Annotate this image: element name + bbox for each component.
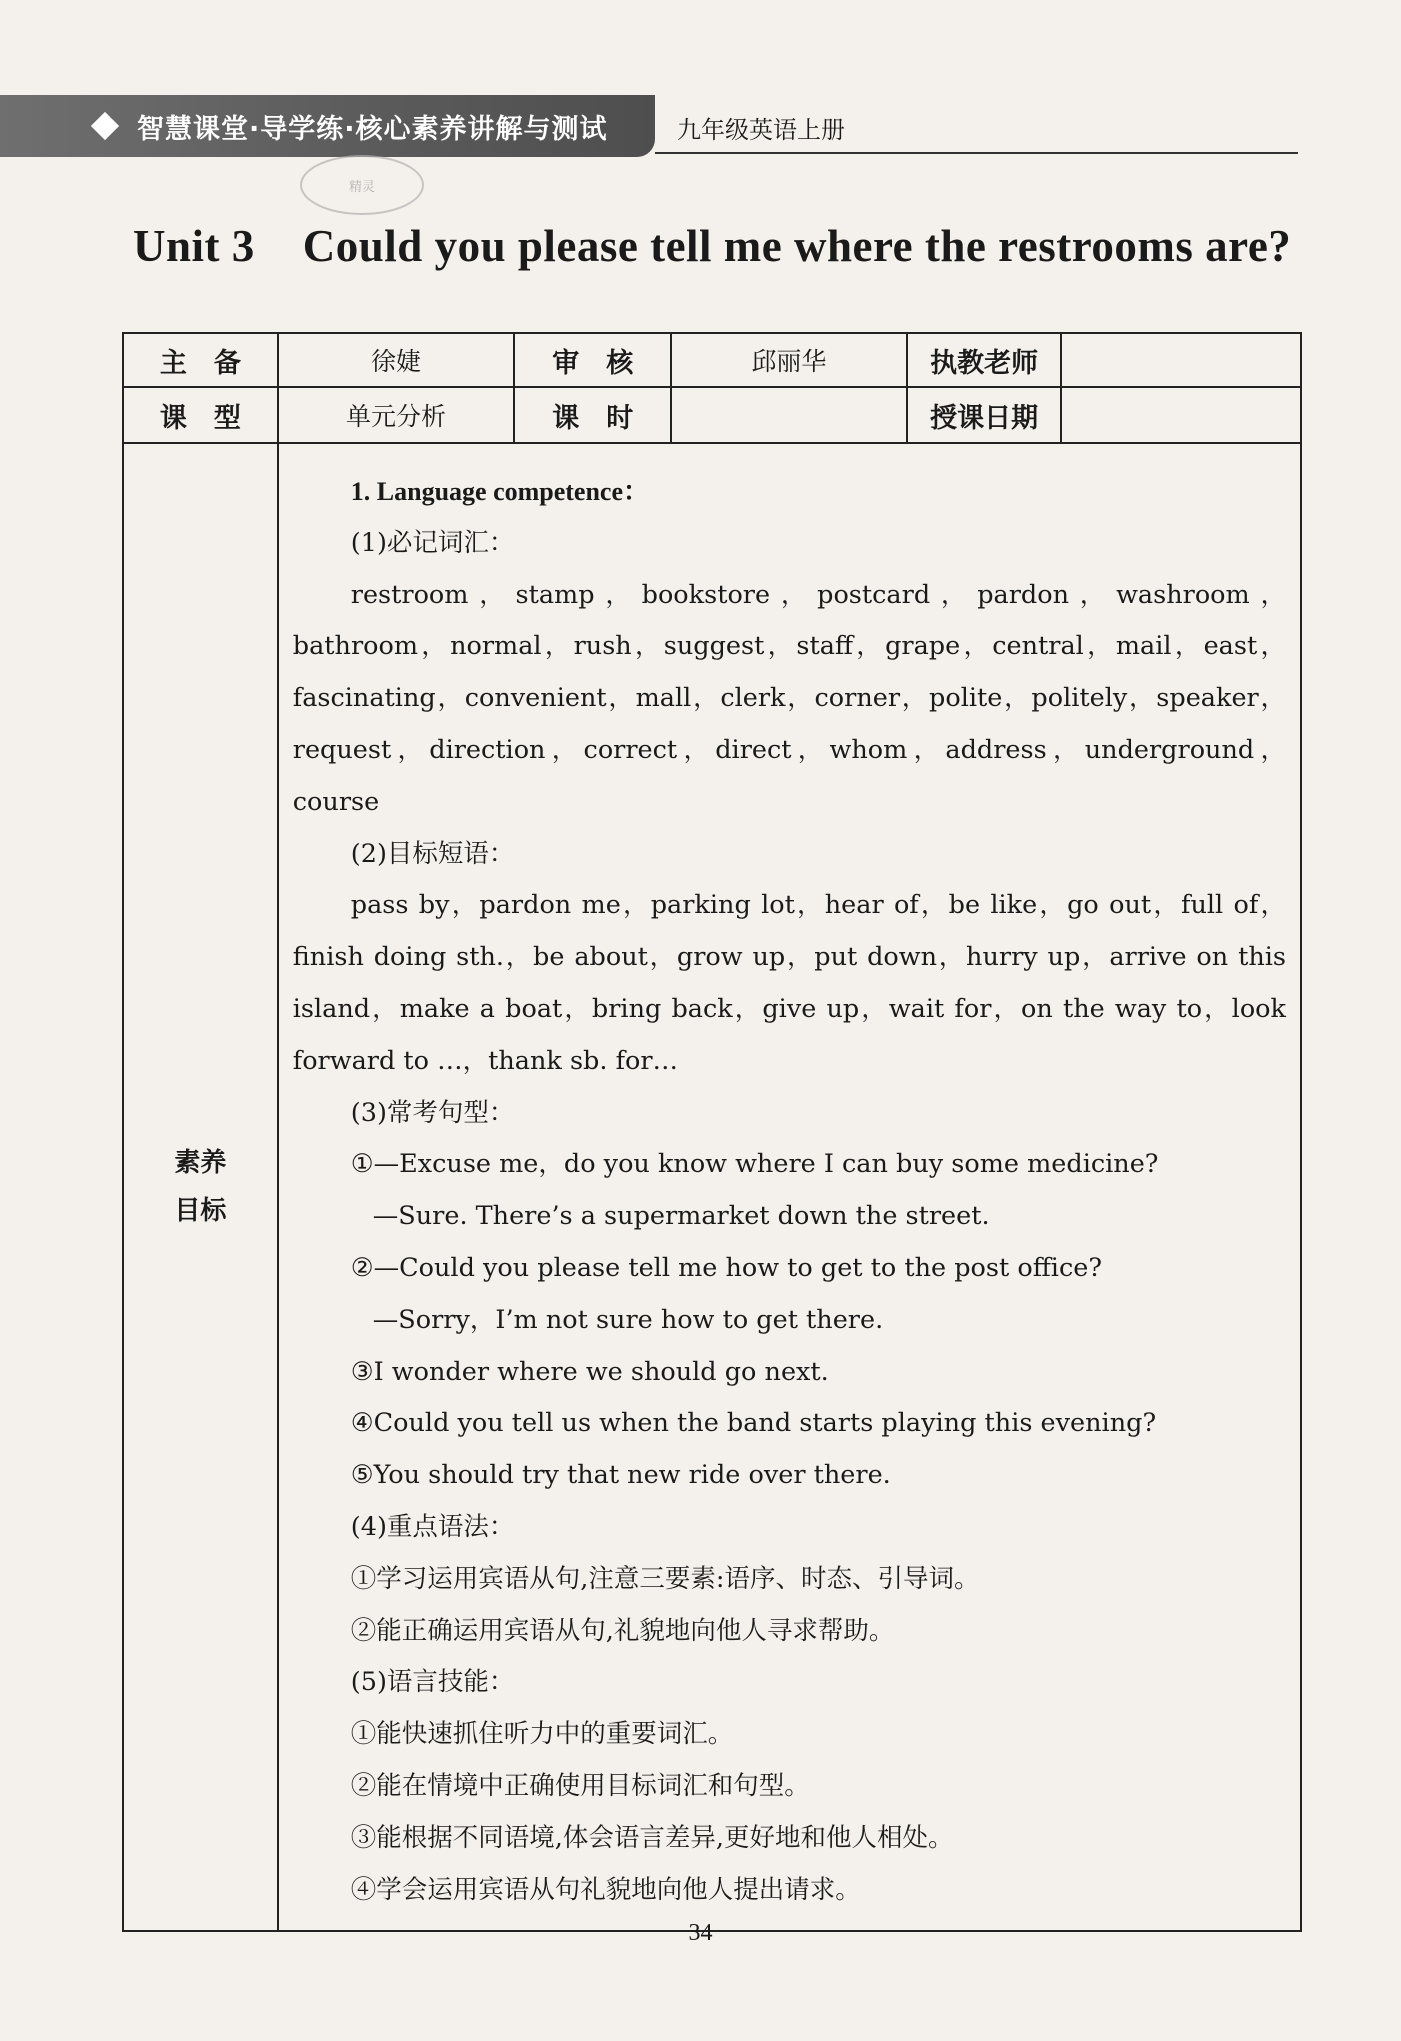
watermark-stamp: 精灵 (300, 155, 424, 215)
sentence-item: ③I wonder where we should go next. (350, 1356, 829, 1387)
table-row (123, 333, 1301, 387)
diamond-icon (91, 112, 119, 140)
grade-label: 九年级英语上册 (677, 116, 845, 144)
series-title: 智慧课堂·导学练·核心素养讲解与测试 (137, 113, 608, 145)
skill-item: ③能根据不同语境,体会语言差异,更好地和他人相处。 (350, 1822, 954, 1853)
value-teacher (1061, 333, 1301, 387)
competency-content (278, 443, 1301, 1931)
vocab-words: restroom，stamp，bookstore，postcard，pardon，washroom，bathroom，normal，rush，suggest，staff，grape，central，mail，east，fascinating，convenient，mall，clerk，corner，polite，politely，speaker，request，direction，correct，direct，whom，address，underground，course (292, 579, 1286, 817)
label-lesson-type: 课 型 (123, 387, 278, 443)
vocab-title: (1)必记词汇： (350, 527, 515, 558)
label-teacher: 执教老师 (907, 333, 1062, 387)
skill-item: ②能在情境中正确使用目标词汇和句型。 (350, 1770, 810, 1801)
label-date: 授课日期 (907, 387, 1062, 443)
sentence-item: ④Could you tell us when the band starts playing this evening? (350, 1408, 1157, 1439)
sentence-item: —Sure. There’s a supermarket down the street. (372, 1201, 990, 1232)
page-number: 34 (688, 1920, 713, 1946)
grammar-item: ②能正确运用宾语从句,礼貌地向他人寻求帮助。 (350, 1615, 895, 1646)
label-preparer: 主 备 (123, 333, 278, 387)
unit-number: Unit 3 (133, 221, 255, 271)
label-reviewer: 审 核 (514, 333, 671, 387)
unit-title-text: Could you please tell me where the restrooms are? (302, 221, 1292, 271)
sentence-item: ②—Could you please tell me how to get to the post office? (350, 1252, 1103, 1283)
table-row (123, 387, 1301, 443)
skill-item: ④学会运用宾语从句礼貌地向他人提出请求。 (350, 1874, 861, 1905)
sentence-item: ①—Excuse me，do you know where I can buy some medicine? (350, 1149, 1159, 1180)
lesson-plan-table (122, 332, 1302, 1932)
value-period (671, 387, 907, 443)
table-row (123, 443, 1301, 1931)
phrases-title: (2)目标短语： (350, 838, 515, 869)
value-lesson-type: 单元分析 (278, 387, 515, 443)
value-date (1061, 387, 1301, 443)
sentence-item: —Sorry，I’m not sure how to get there. (372, 1304, 884, 1335)
grammar-title: (4)重点语法： (350, 1511, 515, 1542)
sentences-title: (3)常考句型： (350, 1097, 515, 1128)
sentence-item: ⑤You should try that new ride over there. (350, 1460, 891, 1491)
value-reviewer: 邱丽华 (671, 333, 907, 387)
header-divider (655, 152, 1298, 154)
phrases: pass by，pardon me，parking lot，hear of，be like，go out，full of，finish doing sth.，be about，grow up，put down，hurry up，arrive on this island，make a boat，bring back，give up，wait for，on the way to，look forward to …，thank sb. for… (292, 890, 1286, 1076)
skill-item: ①能快速抓住听力中的重要词汇。 (350, 1719, 734, 1750)
competency-goals-label: 素养 目标 (123, 443, 278, 1931)
label-period: 课 时 (514, 387, 671, 443)
header-banner (0, 95, 655, 157)
grammar-item: ①学习运用宾语从句,注意三要素:语序、时态、引导词。 (350, 1563, 980, 1594)
value-preparer: 徐婕 (278, 333, 515, 387)
unit-title (133, 220, 1291, 272)
section-title: 1. Language competence： (350, 477, 650, 506)
skills-title: (5)语言技能： (350, 1667, 515, 1698)
